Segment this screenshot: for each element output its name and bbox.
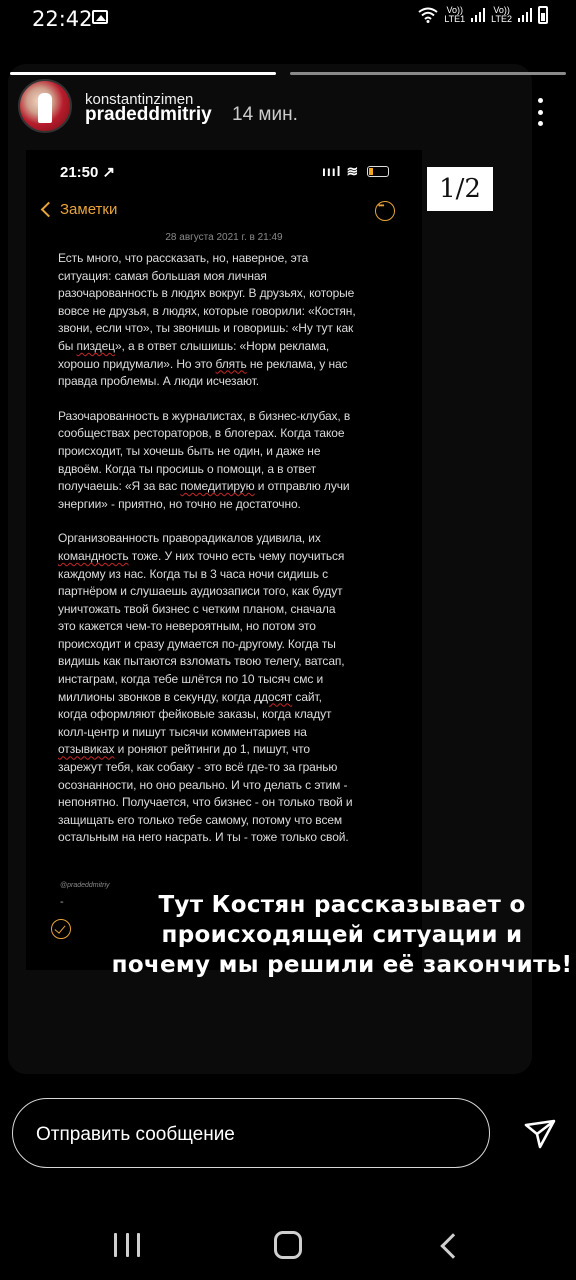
- signal-icon-2: [518, 8, 532, 22]
- note-line: колл-центр и пишут тысячи комментариев на: [58, 724, 307, 739]
- gallery-icon: [92, 10, 108, 24]
- battery-icon: [538, 6, 548, 24]
- sim1-label: Vo)) LTE1: [444, 5, 466, 24]
- note-watermark: @pradeddmitriy: [60, 882, 110, 889]
- status-icons: [418, 6, 548, 24]
- note-line: видишь как пытаются взломать твою телегу, ватсап,: [58, 654, 345, 669]
- note-line: бы пиздец», а в ответ слышишь: «Норм реклама,: [58, 338, 330, 353]
- more-options-icon[interactable]: [532, 98, 548, 126]
- note-line: миллионы звонков в секунду, когда ддосят сайт,: [58, 689, 322, 704]
- story-time: 14 мин.: [232, 104, 298, 125]
- note-status-time: 21:50 ↗: [60, 164, 116, 181]
- note-line: партнёром и слушаешь аудиозаписи того, как будут: [58, 584, 343, 599]
- recents-icon[interactable]: [114, 1233, 140, 1257]
- note-paragraph: [58, 530, 398, 847]
- note-line: защищать его только тебе самому, потому что всем: [58, 812, 343, 827]
- note-line: хорошо придумали». Но это блять не реклама, у нас: [58, 356, 348, 371]
- note-line: это кажется чем-то невероятным, но потом это: [58, 619, 316, 634]
- note-battery-icon: [367, 166, 389, 177]
- message-placeholder: Отправить сообщение: [36, 1124, 235, 1145]
- note-line: Организованность праворадикалов удивила, их: [58, 531, 321, 546]
- wifi-icon: [418, 7, 438, 23]
- note-paragraph: [58, 408, 398, 514]
- note-line: отзывиках и роняют рейтинги до 1, пишут, что: [58, 742, 310, 757]
- story-username[interactable]: pradeddmitriy: [85, 104, 212, 125]
- note-menu-icon: [375, 201, 395, 221]
- note-line: правда проблемы. А люди исчезают.: [58, 374, 259, 389]
- page-badge: 1/2: [427, 167, 493, 211]
- note-line: энергии» - приятно, но точно не достаточно.: [58, 496, 301, 511]
- note-line: непонятно. Получается, что бизнес - он только твой и: [58, 795, 353, 810]
- note-dash: -: [60, 896, 64, 908]
- note-line: остальным на него насрать. И ты - тоже только свой.: [58, 830, 349, 845]
- note-line: звони, если что», ты звонишь и говоришь: «Ну тут как: [58, 321, 354, 336]
- send-icon[interactable]: [520, 1115, 560, 1155]
- note-line: вовсе не друзья, в людях, которые говорили: «Костян,: [58, 303, 356, 318]
- home-icon[interactable]: [274, 1231, 302, 1259]
- story-progress-2: [290, 72, 566, 75]
- story-caption: Тут Костян рассказывает о происходящей ситуации и почему мы решили её закончить!: [111, 892, 573, 978]
- note-line: командность тоже. У них точно есть чему поучиться: [58, 548, 345, 563]
- note-line: получаешь: «Я за вас помедитирую и отправлю лучи: [58, 479, 350, 494]
- sim2-label: Vo)) LTE2: [491, 5, 512, 24]
- note-back-label: Заметки: [60, 201, 118, 218]
- note-line: вдвоём. Когда ты просишь о помощи, а в ответ: [58, 461, 317, 476]
- note-line: происходит и сразу думается по-другому. Когда ты: [58, 636, 336, 651]
- note-line: уничтожать твой бизнес с четким планом, сначала: [58, 601, 336, 616]
- note-line: происходит, ты хочешь быть не один, и даже не: [58, 443, 321, 458]
- note-line: Есть много, что рассказать, но, наверное, эта: [58, 251, 309, 265]
- note-line: осознанности, но оно реально. И что делать с этим -: [58, 777, 348, 792]
- note-line: ситуация: самая большая моя личная: [58, 268, 267, 283]
- status-time: 22:42: [32, 7, 93, 31]
- signal-icon: [471, 8, 485, 22]
- note-signal-icon: ıııl ≋: [322, 163, 360, 179]
- note-line: Разочарованность в журналистах, в бизнес-клубах, в: [58, 408, 351, 423]
- note-line: разочарованность в людях вокруг. В друзьях, которые: [58, 286, 355, 301]
- note-paragraph: [58, 250, 398, 391]
- note-line: когда оформляют фейковые заказы, когда кладут: [58, 707, 332, 722]
- note-body: [58, 250, 398, 864]
- note-line: каждому из нас. Когда ты в 3 часа ночи сидишь с: [58, 566, 328, 581]
- status-bar: [0, 0, 576, 36]
- checkmark-icon: [51, 919, 71, 939]
- story-username-top[interactable]: konstantinzimen: [85, 91, 194, 108]
- avatar[interactable]: [18, 79, 72, 133]
- note-line: зарежут тебя, как собаку - это всё где-то за гранью: [58, 760, 338, 775]
- note-date: 28 августа 2021 г. в 21:49: [165, 232, 283, 243]
- note-line: сообществах рестораторов, в блогерах. Когда такое: [58, 426, 345, 441]
- note-line: инстаграм, когда тебе шлётся по 10 тысяч смс и: [58, 672, 324, 687]
- story-progress-1: [10, 72, 276, 75]
